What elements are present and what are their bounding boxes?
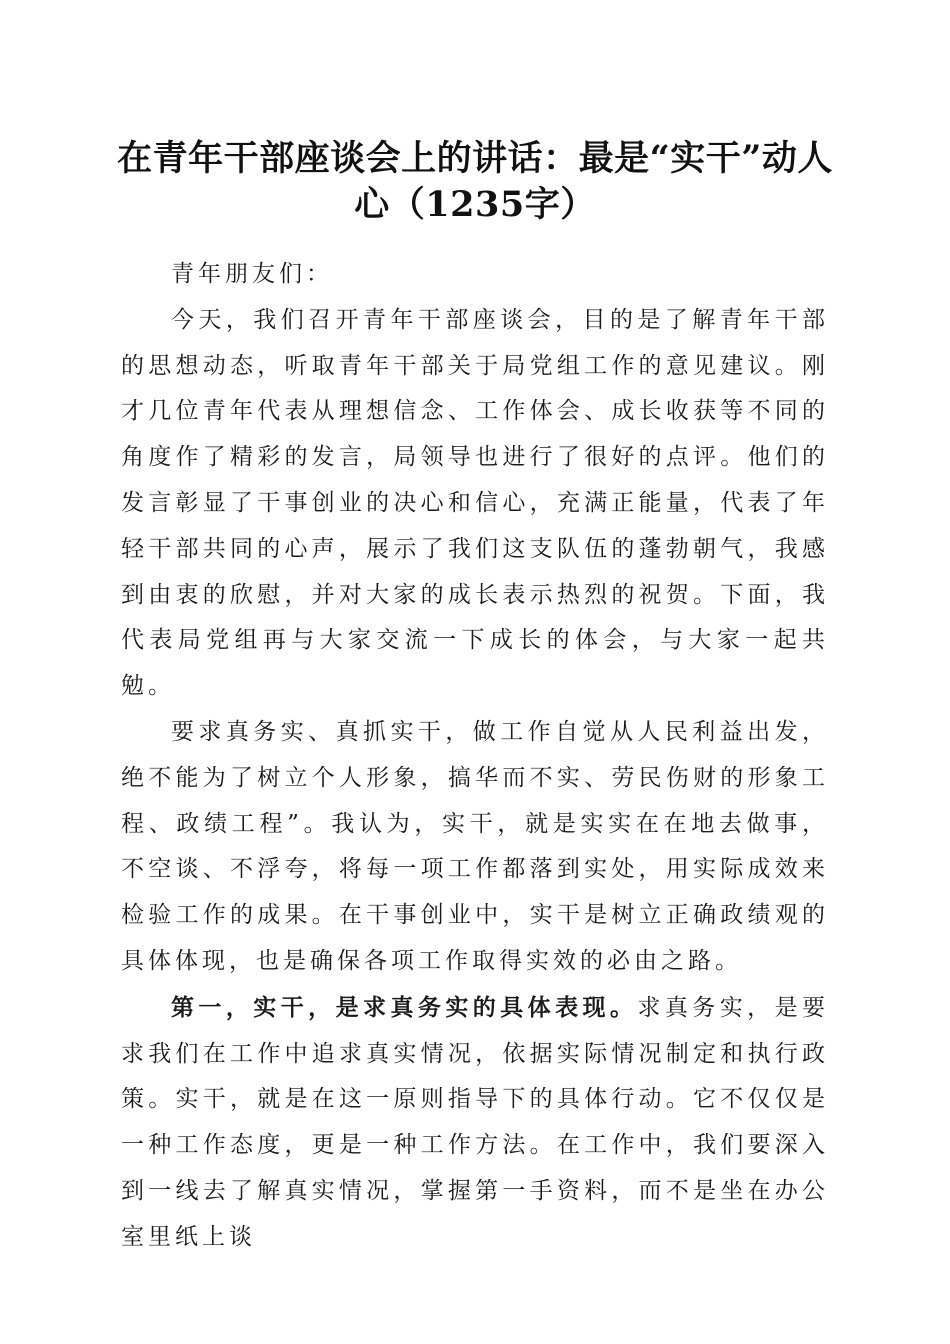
paragraph: 要求真务实、真抓实干，做工作自觉从人民利益出发，绝不能为了树立个人形象，搞华而不实、劳民伤财的形象工程、政绩工程”。我认为，实干，就是实实在在地去做事，不空谈、不浮夸，将每一项工作都落到实处，用实际成效来检验工作的成果。在干事创业中，实干是树立正确政绩观的具体体现，也是确保各项工作取得实效的必由之路。 [121, 718, 829, 974]
document-title: 在青年干部座谈会上的讲话：最是“实干”动人心（1235字） [117, 138, 833, 225]
point-one-text: 求真务实，是要求我们在工作中追求真实情况，依据实际情况制定和执行政策。实干，就是在这一原则指导下的具体行动。它不仅仅是一种工作态度，更是一种工作方法。在工作中，我们要深入到一线去了解真实情况，掌握第一手资料，而不是坐在办公室里纸上谈 [121, 994, 830, 1250]
paragraph: 今天，我们召开青年干部座谈会，目的是了解青年干部的思想动态，听取青年干部关于局党组工作的意见建议。刚才几位青年代表从理想信念、工作体会、成长收获等不同的角度作了精彩的发言，局领导也进行了很好的点评。他们的发言彰显了干事创业的决心和信心，充满正能量，代表了年轻干部共同的心声，展示了我们这支队伍的蓬勃朝气，我感到由衷的欣慰，并对大家的成长表示热烈的祝贺。下面，我代表局党组再与大家交流一下成长的体会，与大家一起共勉。 [121, 306, 829, 700]
salutation: 青年朋友们： [171, 261, 333, 287]
document-body [121, 252, 829, 1261]
point-one-heading: 第一，实干，是求真务实的具体表现。 [171, 993, 638, 1021]
paragraph-point-one [121, 985, 829, 1261]
